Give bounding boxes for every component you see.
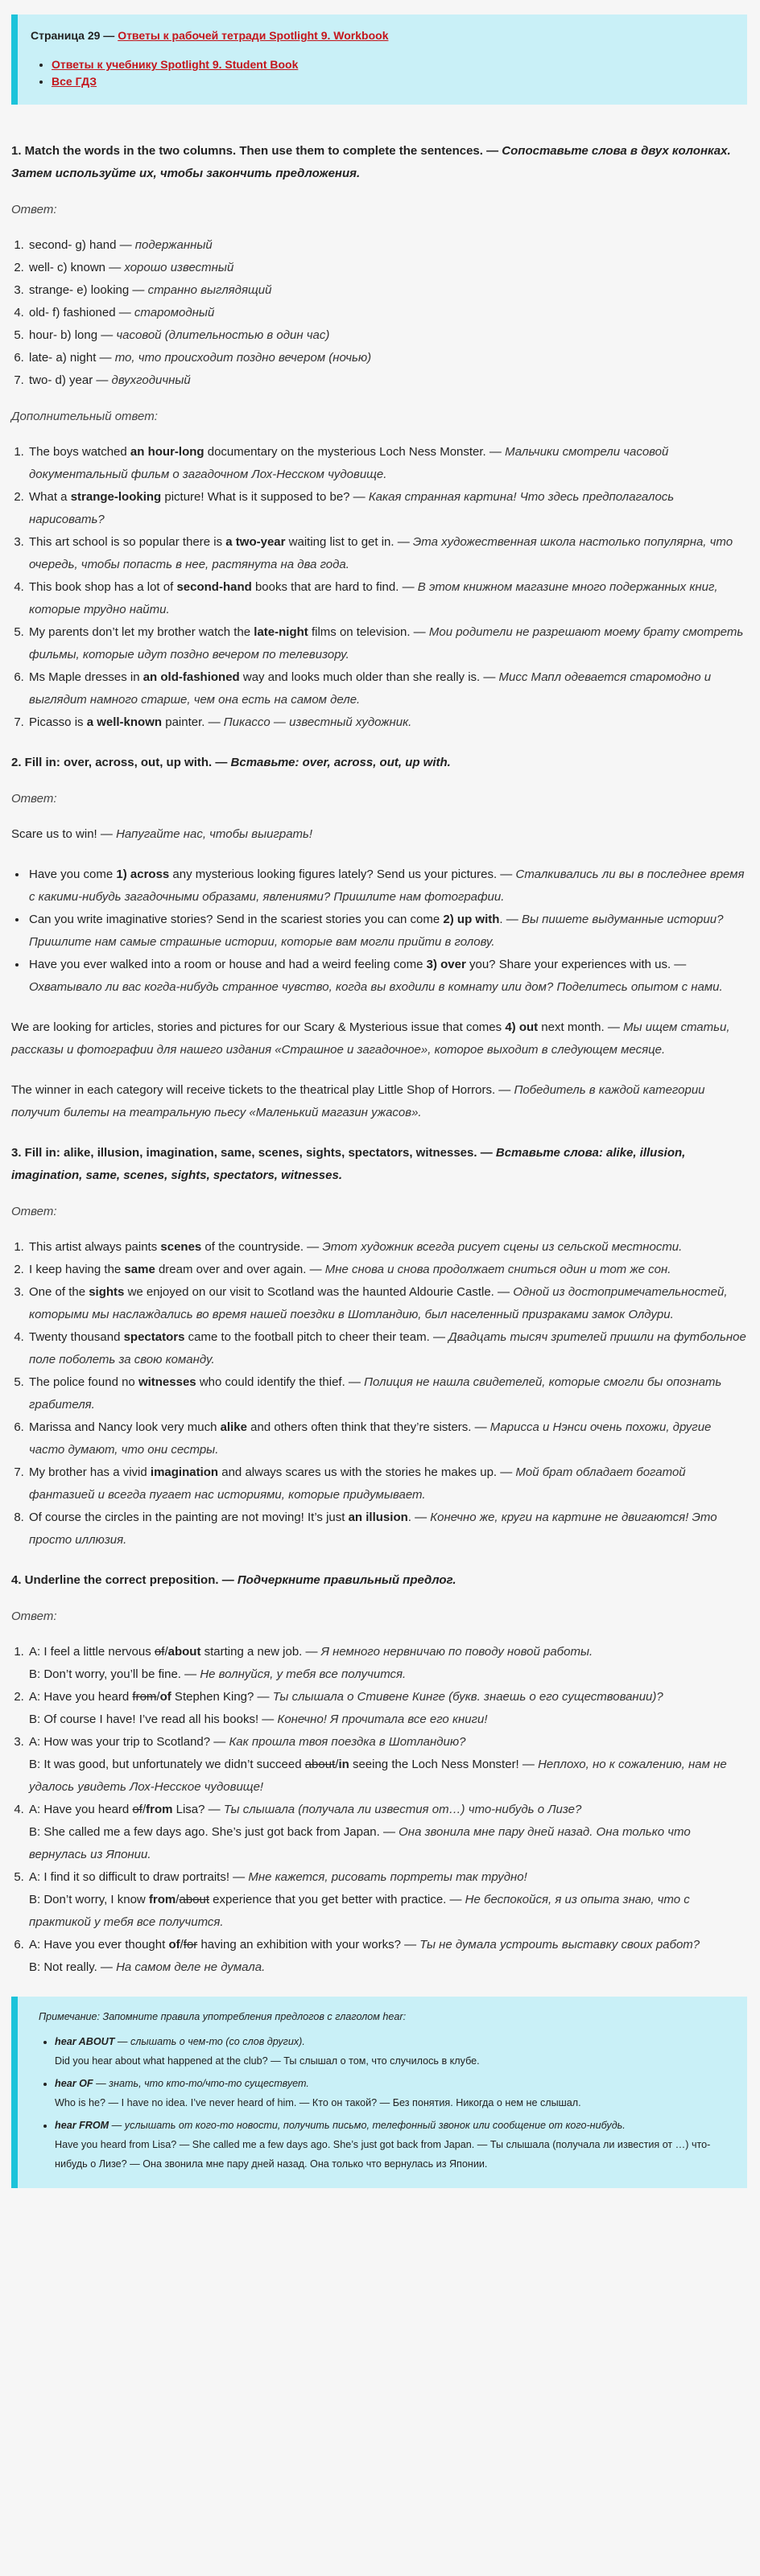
list-item: 7. Picasso is a well-known painter. — Пикассо — известный художник. <box>27 711 747 734</box>
note-list <box>39 2032 731 2174</box>
list-item: 2. What a strange-looking picture! What is it supposed to be? — Какая странная картина! Что здесь предполагалось нарисовать? <box>27 486 747 531</box>
all-gdz-link[interactable]: Все ГДЗ <box>52 75 97 88</box>
extra-answer-label: Дополнительный ответ: <box>11 410 158 423</box>
list-item: • Have you ever walked into a room or house and had a weird feeling come 3) over you? Share your experiences with us. — Охватывало ли вас когда-нибудь странное чувство, когда вы входили в комнату или дом? Поделитесь опытом с нами. <box>27 954 747 999</box>
answer-label: Ответ: <box>11 1609 57 1623</box>
list-item: 1. A: I feel a little nervous of/about starting a new job. — Я немного нервничаю по поводу новой работы. B: Don’t worry, you’ll be fine. — Не волнуйся, у тебя все получится. <box>27 1641 747 1686</box>
list-item: 4. old- f) fashioned — старомодный <box>27 302 747 324</box>
list-item: 3. A: How was your trip to Scotland? — Как прошла твоя поездка в Шотландию? B: It was good, but unfortunately we didn’t succeed about/in seeing the Loch Ness Monster! — Неплохо, но к сожалению, нам не удалось увидеть Лох-Несское чудовище! <box>27 1731 747 1799</box>
list-item: 4. A: Have you heard of/from Lisa? — Ты слышала (получала ли известия от…) что-нибудь о Лизе? B: She called me a few days ago. She’s just got back from Japan. — Она звонила мне пару дней назад. Она только что вернулась из Японии. <box>27 1799 747 1866</box>
exercise-3-title: 3. Fill in: alike, illusion, imagination, same, scenes, sights, spectators, witnesses. — Вставьте слова: alike, illusion, imagination, same, scenes, sights, spectators, witnesses. <box>11 1146 686 1182</box>
header-box <box>11 14 747 105</box>
list-item: 3. This art school is so popular there is a two-year waiting list to get in. — Эта художественная школа настолько популярна, что очередь, чтобы попасть в нее, растянута на два года. <box>27 531 747 576</box>
list-item <box>52 75 731 88</box>
student-book-link[interactable]: Ответы к учебнику Spotlight 9. Student Book <box>52 58 299 71</box>
list-item: 1. This artist always paints scenes of the countryside. — Этот художник всегда рисует сцены из сельской местности. <box>27 1236 747 1259</box>
page-label: Страница 29 — <box>31 29 115 42</box>
list-item <box>52 58 731 71</box>
list-item: 8. Of course the circles in the painting are not moving! It’s just an illusion. — Конечно же, круги на картине не двигаются! Это просто иллюзия. <box>27 1506 747 1552</box>
content <box>11 140 747 2188</box>
list-item: 6. A: Have you ever thought of/for having an exhibition with your works? — Ты не думала устроить выставку своих работ? B: Not really. — На самом деле не думала. <box>27 1934 747 1979</box>
exercise-4-title: 4. Underline the correct preposition. — Подчеркните правильный предлог. <box>11 1573 456 1587</box>
paragraph: We are looking for articles, stories and pictures for our Scary & Mysterious issue that comes 4) out next month. — Мы ищем статьи, рассказы и фотографии для нашего издания «Страшное и загадочное», которое выходит в следующем месяце. <box>11 1020 730 1057</box>
list-item: 3. One of the sights we enjoyed on our visit to Scotland was the haunted Aldourie Castle. — Одной из достопримечательностей, которыми мы наслаждались во время нашей поездки в Шотландию, был населенный призраками замок Олдури. <box>27 1281 747 1326</box>
list-item: 4. Twenty thousand spectators came to the football pitch to cheer their team. — Двадцать тысяч зрителей пришли на футбольное поле поболеть за свою команду. <box>27 1326 747 1371</box>
list-item: 5. A: I find it so difficult to draw portraits! — Мне кажется, рисовать портреты так трудно! B: Don’t worry, I know from/about experience that you get better with practice. — Не беспокойся, я из опыта знаю, что с практикой у тебя все получится. <box>27 1866 747 1934</box>
list-item: 5. My parents don’t let my brother watch the late-night films on television. — Мои родители не разрешают моему брату смотреть фильмы, которые идут поздно вечером по телевизору. <box>27 621 747 666</box>
intro-paragraph: Scare us to win! — Напугайте нас, чтобы выиграть! <box>11 827 313 841</box>
page-line <box>31 29 731 42</box>
exercise-1-list <box>11 234 747 392</box>
list-item: 5. The police found no witnesses who could identify the thief. — Полиция не нашла свидетелей, которые смогли бы опознать грабителя. <box>27 1371 747 1416</box>
answer-label: Ответ: <box>11 1205 57 1218</box>
answer-label: Ответ: <box>11 792 57 806</box>
list-item: 4. This book shop has a lot of second-hand books that are hard to find. — В этом книжном магазине много подержанных книг, которые трудно найти. <box>27 576 747 621</box>
list-item: 1. The boys watched an hour-long documentary on the mysterious Loch Ness Monster. — Мальчики смотрели часовой документальный фильм о загадочном Лох-Несском чудовище. <box>27 441 747 486</box>
list-item: • hear FROM — услышать от кого-то новости, получить письмо, телефонный звонок или сообщение от кого-нибудь. Have you heard from Lisa? — She called me a few days ago. She’s just got back from Japan. — Ты слышала (получала ли известия от …) что-нибудь о Лизе? — Она звонила мне пару дней назад. Она только что вернулась из Японии. <box>55 2116 731 2174</box>
list-item: 2. A: Have you heard from/of Stephen King? — Ты слышала о Стивене Кинге (букв. знаешь о его существовании)? B: Of course I have! I’ve read all his books! — Конечно! Я прочитала все его книги! <box>27 1686 747 1731</box>
exercise-4-list <box>11 1641 747 1979</box>
list-item: • hear ABOUT — слышать о чем-то (со слов других). Did you hear about what happened at the club? — Ты слышал о том, что случилось в клубе. <box>55 2032 731 2071</box>
exercise-3-list <box>11 1236 747 1552</box>
exercise-2-bullets <box>11 863 747 999</box>
list-item: 5. hour- b) long — часовой (длительностью в один час) <box>27 324 747 347</box>
answer-label: Ответ: <box>11 203 57 216</box>
list-item: 2. well- c) known — хорошо известный <box>27 257 747 279</box>
list-item: • hear OF — знать, что кто-то/что-то существует. Who is he? — I have no idea. I’ve never heard of him. — Кто он такой? — Без понятия. Никогда о нем не слышал. <box>55 2074 731 2112</box>
list-item: 6. late- a) night — то, что происходит поздно вечером (ночью) <box>27 347 747 369</box>
list-item: 7. My brother has a vivid imagination and always scares us with the stories he makes up. — Мой брат обладает богатой фантазией и всегда пугает нас историями, которые придумывает. <box>27 1461 747 1506</box>
links-list <box>31 58 731 88</box>
list-item: 6. Marissa and Nancy look very much alike and others often think that they’re sisters. — Марисса и Нэнси очень похожи, другие часто думают, что они сестры. <box>27 1416 747 1461</box>
list-item: 6. Ms Maple dresses in an old-fashioned way and looks much older than she really is. — Мисс Мапл одевается старомодно и выглядит намного старше, чем она есть на самом деле. <box>27 666 747 711</box>
list-item: 2. I keep having the same dream over and over again. — Мне снова и снова продолжает сниться один и тот же сон. <box>27 1259 747 1281</box>
list-item: 1. second- g) hand — подержанный <box>27 234 747 257</box>
list-item: • Have you come 1) across any mysterious looking figures lately? Send us your pictures. — Сталкивались ли вы в последнее время с какими-нибудь загадочными образами, явлениями? Пришлите нам фотографии. <box>27 863 747 909</box>
workbook-link[interactable]: Ответы к рабочей тетради Spotlight 9. Workbook <box>118 29 389 42</box>
list-item: 3. strange- e) looking — странно выглядящий <box>27 279 747 302</box>
exercise-1-title: 1. Match the words in the two columns. Then use them to complete the sentences. — Сопоставьте слова в двух колонках. Затем используйте их, чтобы закончить предложения. <box>11 144 731 180</box>
exercise-2-title: 2. Fill in: over, across, out, up with. — Вставьте: over, across, out, up with. <box>11 756 451 769</box>
list-item: • Can you write imaginative stories? Send in the scariest stories you can come 2) up with. — Вы пишете выдуманные истории? Пришлите нам самые страшные истории, которые вам могли прийти в голову. <box>27 909 747 954</box>
list-item: 7. two- d) year — двухгодичный <box>27 369 747 392</box>
exercise-1-sentences <box>11 441 747 734</box>
note-title: Примечание: Запомните правила употребления предлогов с глаголом hear: <box>39 2011 407 2022</box>
paragraph: The winner in each category will receive tickets to the theatrical play Little Shop of Horrors. — Победитель в каждой категории получит билеты на театральную пьесу «Маленький магазин ужасов». <box>11 1083 705 1119</box>
note-box <box>11 1997 747 2188</box>
